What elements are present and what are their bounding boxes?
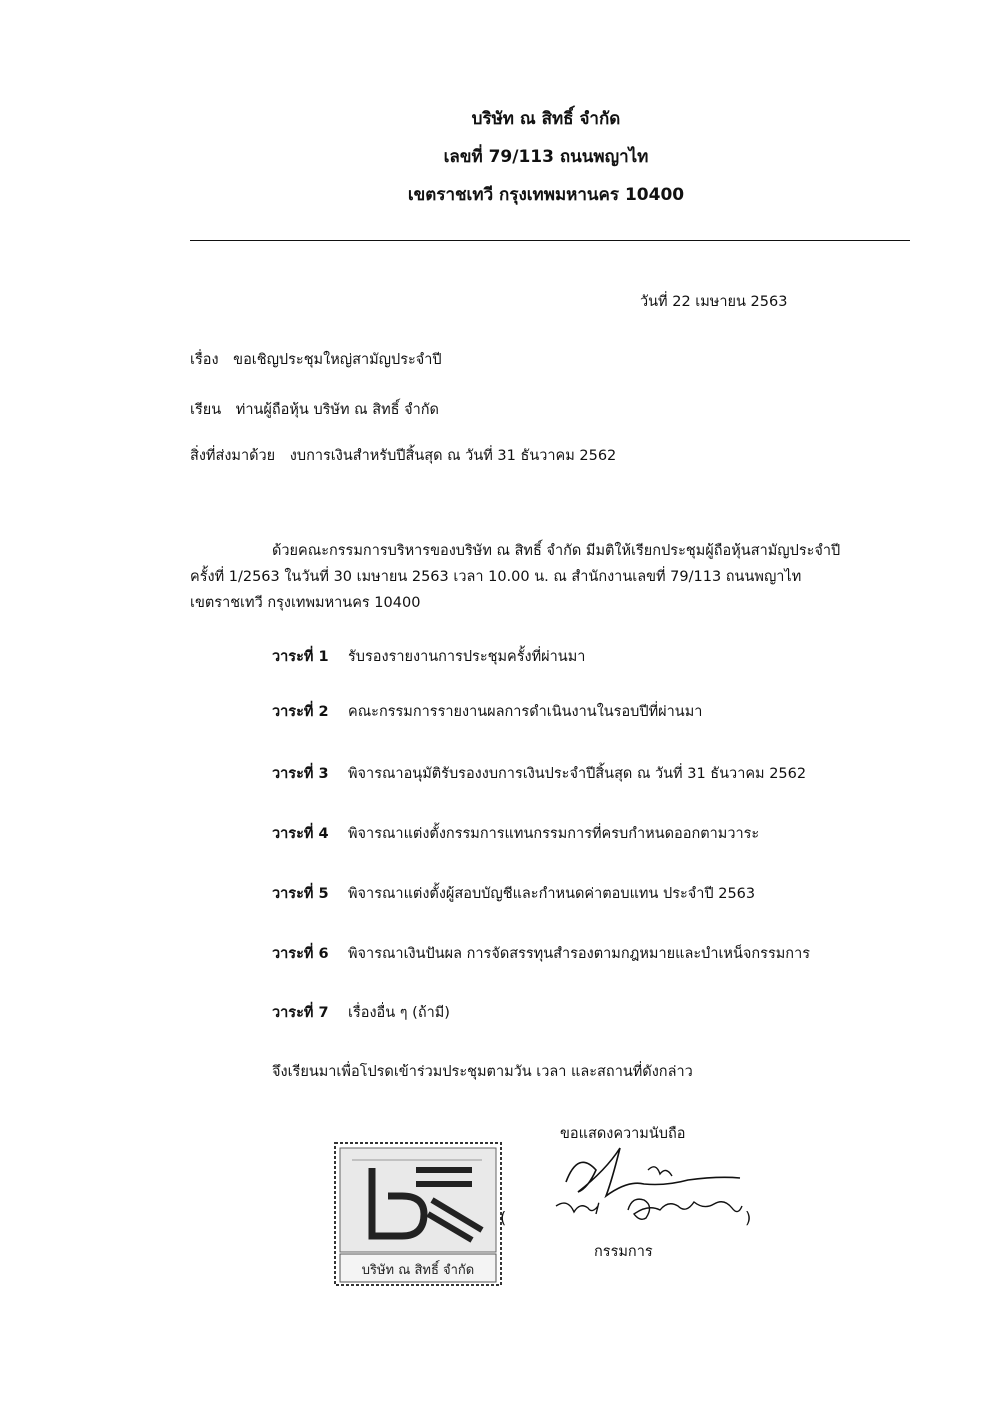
agenda-number: วาระที่ 5 bbox=[272, 886, 329, 902]
recipient-text: ท่านผู้ถือหุ้น บริษัท ณ สิทธิ์ จำกัด bbox=[235, 402, 439, 418]
agenda-text: พิจารณาอนุมัติรับรองงบการเงินประจำปีสิ้นสุด ณ วันที่ 31 ธันวาคม 2562 bbox=[348, 766, 807, 782]
body-paragraph bbox=[190, 538, 930, 616]
address-line-2: เขตราชเทวี กรุงเทพมหานคร 10400 bbox=[407, 185, 685, 205]
address-line-1: เลขที่ 79/113 ถนนพญาไท bbox=[443, 147, 649, 167]
letter-date: วันที่ 22 เมษายน 2563 bbox=[640, 294, 788, 310]
body-line-2: ครั้งที่ 1/2563 ในวันที่ 30 เมษายน 2563 เวลา 10.00 น. ณ สำนักงานเลขที่ 79/113 ถนนพญาไท bbox=[190, 569, 802, 585]
agenda-text: พิจารณาแต่งตั้งกรรมการแทนกรรมการที่ครบกำหนดออกตามวาระ bbox=[348, 826, 760, 842]
agenda-number: วาระที่ 3 bbox=[272, 766, 329, 782]
recipient-label: เรียน bbox=[190, 402, 222, 418]
header-divider bbox=[190, 240, 910, 241]
subject-label: เรื่อง bbox=[190, 352, 219, 368]
agenda-item bbox=[272, 700, 892, 723]
agenda-number: วาระที่ 6 bbox=[272, 946, 329, 962]
agenda-number: วาระที่ 2 bbox=[272, 704, 329, 720]
enclosure-label: สิ่งที่ส่งมาด้วย bbox=[190, 448, 276, 464]
agenda-item bbox=[272, 822, 892, 845]
name-paren-close: ) bbox=[745, 1208, 752, 1227]
agenda-text: รับรองรายงานการประชุมครั้งที่ผ่านมา bbox=[348, 649, 586, 665]
subject-text: ขอเชิญประชุมใหญ่สามัญประจำปี bbox=[233, 352, 442, 368]
enclosure-line bbox=[190, 444, 616, 467]
company-stamp bbox=[332, 1140, 507, 1288]
agenda-number: วาระที่ 4 bbox=[272, 826, 329, 842]
agenda-item bbox=[272, 942, 892, 965]
letterhead bbox=[0, 100, 992, 214]
agenda-item bbox=[272, 762, 892, 785]
agenda-text: คณะกรรมการรายงานผลการดำเนินงานในรอบปีที่ผ่านมา bbox=[348, 704, 703, 720]
body-line-1: ด้วยคณะกรรมการบริหารของบริษัท ณ สิทธิ์ จำกัด มีมติให้เรียกประชุมผู้ถือหุ้นสามัญประจำปี bbox=[272, 543, 841, 559]
name-paren-open: ( bbox=[500, 1208, 507, 1227]
agenda-number: วาระที่ 7 bbox=[272, 1005, 329, 1021]
regards-text: ขอแสดงความนับถือ bbox=[560, 1126, 686, 1142]
subject-line bbox=[190, 348, 442, 371]
signature bbox=[548, 1140, 768, 1240]
stamp-text: บริษัท ณ สิทธิ์ จำกัด bbox=[361, 1263, 475, 1278]
agenda-text: พิจารณาเงินปันผล การจัดสรรทุนสำรองตามกฎหมายและบำเหน็จกรรมการ bbox=[348, 946, 811, 962]
closing-sentence: จึงเรียนมาเพื่อโปรดเข้าร่วมประชุมตามวัน เวลา และสถานที่ดังกล่าว bbox=[272, 1064, 693, 1080]
agenda-item bbox=[272, 645, 892, 668]
agenda-item bbox=[272, 882, 892, 905]
signatory-position: กรรมการ bbox=[594, 1244, 653, 1260]
agenda-number: วาระที่ 1 bbox=[272, 649, 329, 665]
company-name: บริษัท ณ สิทธิ์ จำกัด bbox=[471, 109, 621, 129]
recipient-line bbox=[190, 398, 439, 421]
body-line-3: เขตราชเทวี กรุงเทพมหานคร 10400 bbox=[190, 595, 421, 611]
agenda-text: เรื่องอื่น ๆ (ถ้ามี) bbox=[348, 1005, 450, 1021]
agenda-item bbox=[272, 1001, 892, 1024]
agenda-text: พิจารณาแต่งตั้งผู้สอบบัญชีและกำหนดค่าตอบแทน ประจำปี 2563 bbox=[348, 886, 756, 902]
enclosure-text: งบการเงินสำหรับปีสิ้นสุด ณ วันที่ 31 ธันวาคม 2562 bbox=[289, 448, 617, 464]
